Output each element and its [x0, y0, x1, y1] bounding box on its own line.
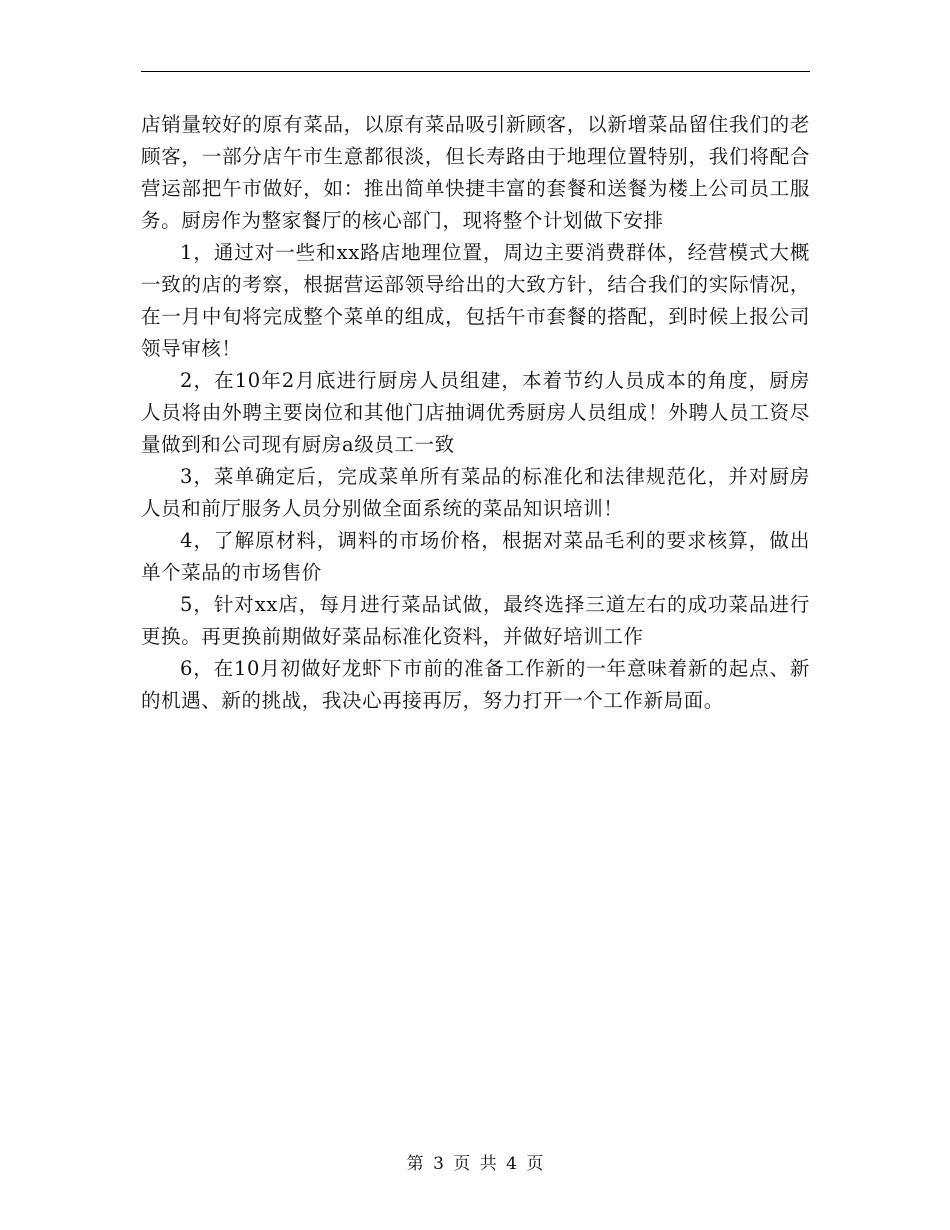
- paragraph-item-5: 5，针对xx店，每月进行菜品试做，最终选择三道左右的成功菜品进行更换。再更换前期做好菜品标准化资料，并做好培训工作: [141, 593, 810, 648]
- document-body: [141, 109, 810, 717]
- paragraph-item-6: 6，在10月初做好龙虾下市前的准备工作新的一年意味着新的起点、新的机遇、新的挑战，我决心再接再厉，努力打开一个工作新局面。: [141, 657, 810, 712]
- paragraph-item-1: 1，通过对一些和xx路店地理位置，周边主要消费群体，经营模式大概一致的店的考察，根据营运部领导给出的大致方针，结合我们的实际情况，在一月中旬将完成整个菜单的组成，包括午市套餐的搭配，到时候上报公司领导审核！: [141, 241, 810, 360]
- page-footer: 第 3 页 共 4 页: [406, 1154, 544, 1174]
- paragraph-intro: 店销量较好的原有菜品，以原有菜品吸引新顾客，以新增菜品留住我们的老顾客，一部分店午市生意都很淡，但长寿路由于地理位置特别，我们将配合营运部把午市做好，如：推出简单快捷丰富的套餐和送餐为楼上公司员工服务。厨房作为整家餐厅的核心部门，现将整个计划做下安排: [141, 113, 810, 232]
- paragraph-item-2: 2，在10年2月底进行厨房人员组建，本着节约人员成本的角度，厨房人员将由外聘主要岗位和其他门店抽调优秀厨房人员组成！外聘人员工资尽量做到和公司现有厨房a级员工一致: [141, 369, 810, 456]
- header-rule: [141, 71, 810, 72]
- paragraph-item-4: 4，了解原材料，调料的市场价格，根据对菜品毛利的要求核算，做出单个菜品的市场售价: [141, 529, 810, 584]
- paragraph-item-3: 3，菜单确定后，完成菜单所有菜品的标准化和法律规范化，并对厨房人员和前厅服务人员分别做全面系统的菜品知识培训！: [141, 465, 810, 520]
